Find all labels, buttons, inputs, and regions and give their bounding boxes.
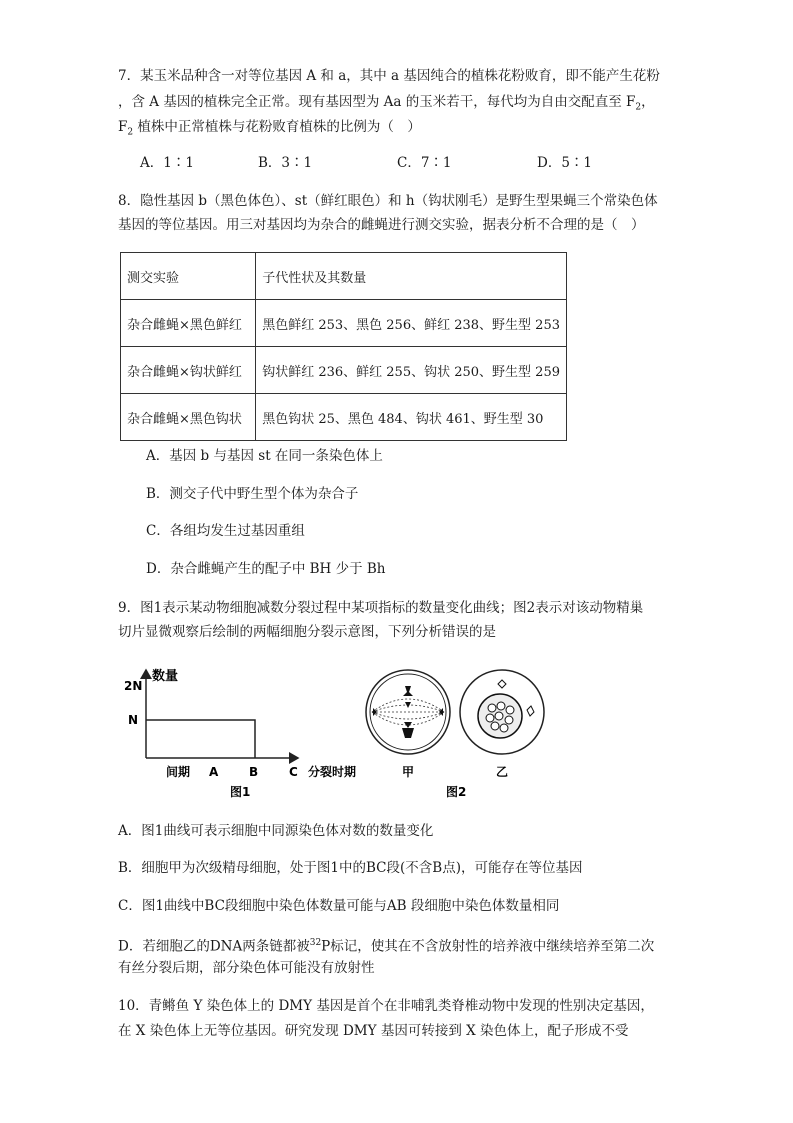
q9-option-a: A．图1曲线可表示细胞中同源染色体对数的数量变化 xyxy=(118,823,434,839)
q9-option-d-text-tail: P标记，使其在不含放射性的培养液中继续培养至第二次 xyxy=(321,938,655,955)
x-tick-c: C xyxy=(289,765,298,779)
table-cell: 杂合雌蝇×钩状鲜红 xyxy=(121,347,256,394)
y-tick-n: N xyxy=(128,713,139,727)
x-axis-label: 分裂时期 xyxy=(308,765,357,779)
testcross-table xyxy=(120,252,567,441)
q7-subscript: 2 xyxy=(635,102,642,113)
q8-option-c: C．各组均发生过基因重组 xyxy=(146,523,305,539)
q7-stem-line3-f: F xyxy=(118,119,128,135)
q9-option-d-text: D．若细胞乙的DNA两条链都被 xyxy=(118,938,310,955)
x-tick-b: B xyxy=(249,765,259,779)
q8-stem-line2: 基因的等位基因。用三对基因均为杂合的雌蝇进行测交实验，据表分析不合理的是（ ） xyxy=(118,217,645,233)
table-header-cell: 子代性状及其数量 xyxy=(256,253,567,300)
q8-option-b: B．测交子代中野生型个体为杂合子 xyxy=(146,486,359,502)
curve xyxy=(146,720,255,758)
table-row xyxy=(121,394,567,441)
q9-option-c: C．图1曲线中BC段细胞中染色体数量可能与AB 段细胞中染色体数量相同 xyxy=(118,898,560,914)
q7-stem-line3 xyxy=(118,117,421,143)
q7-option-d: D．5∶1 xyxy=(537,155,593,171)
figure1-graph xyxy=(118,660,378,810)
q7-subscript-2: 2 xyxy=(127,127,134,138)
table-row xyxy=(121,300,567,347)
y-axis-label: 数量 xyxy=(152,669,179,684)
y-tick-2n: 2N xyxy=(124,679,143,693)
q8-option-a: A．基因 b 与基因 st 在同一条染色体上 xyxy=(146,448,383,464)
figure2-caption: 图2 xyxy=(446,785,467,799)
q7-stem-line1: 7．某玉米品种含一对等位基因 A 和 a，其中 a 基因纯合的植株花粉败育，即不能产生花粉 xyxy=(118,68,660,84)
x-tick-a: A xyxy=(209,765,219,779)
q9-stem-line2: 切片显微观察后绘制的两幅细胞分裂示意图，下列分析错误的是 xyxy=(118,624,496,640)
isotope-superscript: 32 xyxy=(309,938,322,948)
table-row xyxy=(121,347,567,394)
table-cell: 杂合雌蝇×黑色钩状 xyxy=(121,394,256,441)
q9-stem-line1: 9．图1表示某动物细胞减数分裂过程中某项指标的数量变化曲线；图2表示对该动物精巢 xyxy=(118,600,644,616)
table-header-row xyxy=(121,253,567,300)
cell-label-yi: 乙 xyxy=(496,765,509,779)
figure2-cells xyxy=(364,668,554,803)
q10-stem-line1: 10．青鳉鱼 Y 染色体上的 DMY 基因是首个在非哺乳类脊椎动物中发现的性别决定基因， xyxy=(118,998,654,1014)
q7-option-b: B．3∶1 xyxy=(258,155,313,171)
q8-option-d: D．杂合雌蝇产生的配子中 BH 少于 Bh xyxy=(146,561,386,577)
table-header-cell: 测交实验 xyxy=(121,253,256,300)
q7-stem-line2-tail: ， xyxy=(641,94,655,110)
cell-jia xyxy=(366,670,450,754)
q10-stem-line2: 在 X 染色体上无等位基因。研究发现 DMY 基因可转接到 X 染色体上，配子形成不受 xyxy=(118,1023,629,1039)
q9-option-d-line2: 有丝分裂后期，部分染色体可能没有放射性 xyxy=(118,960,375,976)
q7-stem-line3-text: 植株中正常植株与花粉败育植株的比例为（ ） xyxy=(133,119,421,135)
q9-option-b: B．细胞甲为次级精母细胞，处于图1中的BC段(不含B点)，可能存在等位基因 xyxy=(118,860,583,876)
q7-option-a: A．1∶1 xyxy=(140,155,194,171)
figure1-caption: 图1 xyxy=(230,785,251,799)
table-cell: 黑色鲜红 253、黑色 256、鲜红 238、野生型 253 xyxy=(256,300,567,347)
x-tick-interphase: 间期 xyxy=(166,765,191,779)
cell-label-jia: 甲 xyxy=(402,765,415,779)
q9-option-d-line1 xyxy=(118,933,654,957)
table-cell: 杂合雌蝇×黑色鲜红 xyxy=(121,300,256,347)
q7-stem-line2 xyxy=(118,92,655,118)
table-cell: 钩状鲜红 236、鲜红 255、钩状 250、野生型 259 xyxy=(256,347,567,394)
q8-stem-line1: 8．隐性基因 b（黑色体色）、st（鲜红眼色）和 h（钩状刚毛）是野生型果蝇三个常染色体 xyxy=(118,193,658,209)
q7-option-c: C．7∶1 xyxy=(397,155,452,171)
q7-stem-line2-text: ，含 A 基因的植株完全正常。现有基因型为 Aa 的玉米若干，每代均为自由交配直至 F xyxy=(118,94,636,110)
table-cell: 黑色钩状 25、黑色 484、钩状 461、野生型 30 xyxy=(256,394,567,441)
cell-yi xyxy=(460,670,544,754)
